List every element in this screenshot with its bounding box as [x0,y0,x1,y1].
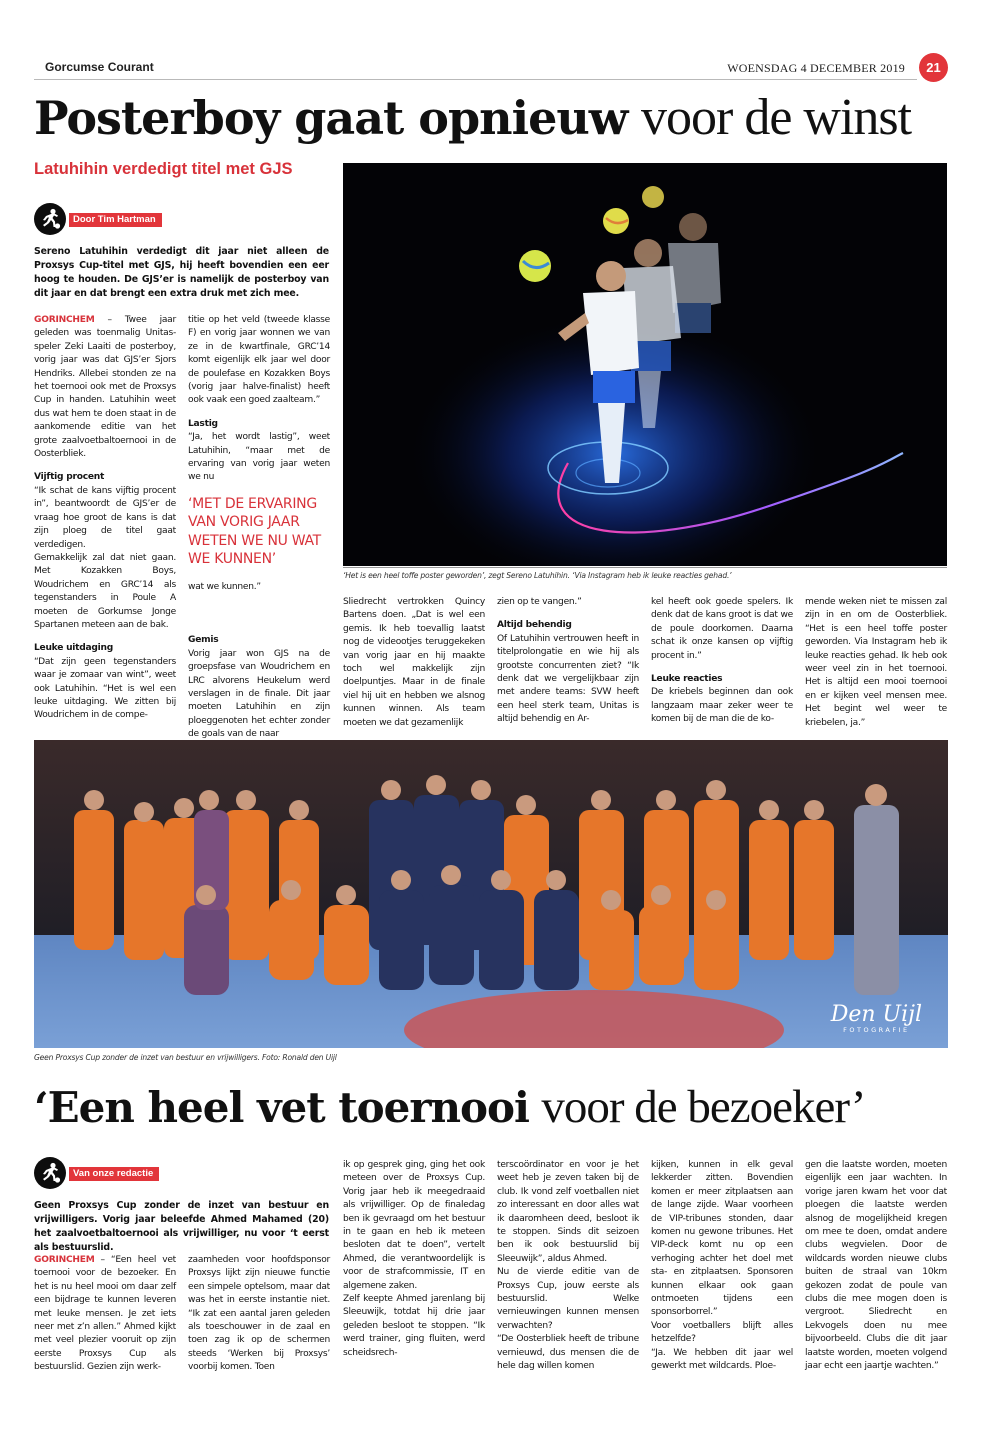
section-heading: Lastig [188,418,218,429]
body-paragraph: gen die laatste worden, moeten eigenlijk een jaar wachten. In vorige jaren kwam het voor dat ploegen die laatste werden alsnog de mogelijkheid kregen om mee te doen, omdat andere clubs wegvielen. Door de wildcards worden nieuwe clubs buiten de straal van 10km gekozen zodat de poule van clubs die mee mogen doen is vergroot. Sliedrecht en Lekvogels doen nu mee bijvoorbeeld. Clubs die dit jaar laatste worden, moeten volgend jaar echt een jaartje wachten.” [805,1160,947,1372]
article2-headline [34,1080,865,1134]
watermark-script: Den Uijl [830,1002,922,1027]
body-paragraph: “De Oosterbliek heeft de tribune vernieuwd, dus mensen die de hele dag willen komen [497,1334,639,1372]
body-paragraph: Sliedrecht vertrokken Quincy Bartens doen. „Dat is wel een gemis. Ik heb toevallig laatst nog de videootjes teruggekeken van vorig jaar en hij maakte toch wel makkelijk zijn doelpuntjes. Maar in de finale viel hij uit en hebben we alsnog kunnen winnen. Als team moeten we dat gezamenlijk [343,597,485,728]
watermark-sub: FOTOGRAFIE [843,1026,910,1034]
article1-column-3 [343,596,485,730]
body-paragraph: zien op te vangen.” [497,597,582,607]
byline-author: Door Tim Hartman [69,213,162,227]
football-player-icon [34,203,66,235]
article2-intro: Geen Proxsys Cup zonder de inzet van bestuur en vrijwilligers. Vorig jaar beleefde Ahmed Mahamed (20) het zaalvoetbaltoernooi als vrijwilliger, nu voor ‘t eerst als bestuurslid. [34,1200,329,1253]
article1-headline [34,88,911,147]
article2-column-5 [651,1159,793,1374]
section-heading: Altijd behendig [497,620,572,631]
body-paragraph: Nu de vierde editie van de Proxsys Cup, jouw eerste als bestuurslid. Welke vernieuwingen kunnen mensen verwachten? [497,1267,639,1331]
group-photo-caption: Geen Proxsys Cup zonder de inzet van bestuur en vrijwilligers. Foto: Ronald den Uijl [34,1053,337,1062]
body-paragraph: Zelf keepte Ahmed jarenlang bij Sleeuwijk, totdat hij drie jaar geleden besloot te stoppen. “Ik werd trainer, ging fluiten, werd scheidsrech- [343,1294,485,1358]
photographer-watermark [831,1004,922,1034]
body-paragraph: ik op gesprek ging, ging het ook meteen over de Proxsys Cup. Vorig jaar heb ik meegedraaid als vrijwilliger. Op de finaledag ben ik gevraagd om het bestuur in te gaan en heb ik meteen besloten dat te doen”, vertelt Ahmed, die verantwoordelijk is voor de strafcommissie, IT en algemene zaken. [343,1160,485,1291]
body-paragraph: “Ja. We hebben dit jaar wel gewerkt met wildcards. Ploe- [651,1347,793,1372]
body-paragraph: kel heeft ook goede spelers. Ik denk dat de kans groot is dat we de poule doorkomen. Daarna schat ik onze kansen op vijftig procent in.” [651,597,793,661]
article2-column-4 [497,1159,639,1374]
body-paragraph [34,314,176,461]
article1-column-2 [188,314,330,742]
section-heading: Vijftig procent [34,472,105,483]
dateline: GORINCHEM [34,1255,95,1265]
football-player-icon [34,1157,66,1189]
poster-photo [343,163,947,566]
article1-intro: Sereno Latuhihin verdedigt dit jaar niet alleen de Proxsys Cup-titel met GJS, hij heeft bovendien een eer hoog te houden. De GJS’er is namelijk de posterboy van dit jaar en dat brengt een extra druk met zich mee. [34,246,329,299]
article2-column-2 [188,1254,330,1375]
body-paragraph: “Dat zijn geen tegenstanders waar je zomaar van wint”, weet ook Latuhihin. “Het is wel een leuke uitdaging. We zitten bij Woudrichem in de compe- [34,656,176,721]
dateline: GORINCHEM [34,315,95,325]
article1-column-1 [34,314,176,723]
paper-name: Gorcumse Courant [45,60,154,74]
article2-column-6 [805,1159,947,1374]
article1-column-5 [651,596,793,727]
body-paragraph: mende weken niet te missen zal zijn in en om de Oosterbliek. “Het is een heel toffe poster geworden. Via Instagram heb ik leuke reacties gehad. Ik heb ook weer veel zin in het toernooi. Het is altijd een mooi toernooi en er kijken veel mensen mee. Het begint wel weer te kriebelen, ja.” [805,597,947,728]
section-heading: Leuke reacties [651,674,723,685]
body-paragraph: wat we kunnen.” [188,581,261,592]
article1-headline-bold: Posterboy gaat opnieuw [34,91,628,145]
page-number-badge: 21 [919,53,948,82]
section-heading: Leuke uitdaging [34,643,114,654]
pull-quote: ‘MET DE ERVARING VAN VORIG JAAR WETEN WE NU WAT WE KUNNEN’ [188,495,321,568]
byline-author: Van onze redactie [69,1167,159,1181]
body-paragraph: Voor voetballers blijft alles hetzelfde? [651,1320,793,1345]
body-paragraph: kijken, kunnen in elk geval lekkerder zitten. Bovendien komen er meer zitplaatsen aan de lange zijde. Waar voorheen de VIP-tribunes stonden, daar komen nu gewone tribunes. Het VIP-deck komt nu op een verhoging achter het doel met sta- en zitplaatsen. Sponsoren kunnen elkaar ook gaan ontmoeten tijdens een sponsorborrel.” [651,1160,793,1318]
article2-column-3 [343,1159,485,1360]
body-paragraph: De kriebels beginnen dan ook langzaam maar zeker weer te komen bij de man die de ko- [651,687,793,725]
article1-subhead: Latuhihin verdedigt titel met GJS [34,160,293,178]
header-rule [34,79,917,80]
article2-headline-bold: ‘Een heel vet toernooi [34,1083,530,1132]
section-heading: Gemis [188,635,219,646]
caption-rule [343,567,947,568]
article2-headline-light: voor de bezoeker’ [541,1081,866,1133]
article2-column-1 [34,1254,176,1375]
body-paragraph: “Ik schat de kans vijftig procent in”, beantwoordt de GJS’er de vraag hoe groot de kans is dat zijn ploeg de titel gaat verdedigen. [34,485,176,550]
body-paragraph: zaamheden voor hoofdsponsor Proxsys lijkt zijn nieuwe functie een simpele optelsom, maar dat was het in eerste instantie niet. “Ik zat een aantal jaren geleden als toeschouwer in de zaal en toen zag ik op de schermen steeds ‘Werken bij Proxsys’ voorbij komen. Toen [188,1255,330,1373]
poster-photo-caption: ‘Het is een heel toffe poster geworden’, zegt Sereno Latuhihin. ‘Via Instagram heb ik leuke reacties gehad.’ [343,571,732,580]
issue-date: WOENSDAG 4 DECEMBER 2019 [727,61,905,75]
body-paragraph: titie op het veld (tweede klasse F) en vorig jaar wonnen we van ze in de kwartfinale, GRC’14 komt eigenlijk elk jaar wel door de poulefase en Kozakken Boys (vorig jaar halve-finalist) heeft ook vaak een goed zaalteam.” [188,315,330,406]
group-photo [34,740,948,1048]
article1-column-4 [497,596,639,727]
article1-column-6 [805,596,947,730]
body-paragraph: Of Latuhihin vertrouwen heeft in titelprolongatie en wie hij als grootste concurrenten ziet? “Ik denk dat we vergelijkbaar zijn met andere teams: SVW heeft een heel sterk team, Unitas is altijd behendig en Ar- [497,633,639,725]
body-paragraph: Vorig jaar won GJS na de groepsfase van Woudrichem en LRC alvorens Heukelum werd verslagen in de finale. Dit jaar moeten Latuhihin en zijn ploeggenoten het echter zonder de goals van de naar [188,648,330,740]
body-text: – “Een heel vet toernooi voor de bezoeker. En het is nu heel mooi om daar zelf een bijdrage te kunnen leveren met leuke mensen. Je zet iets neer met z’n allen.” Ahmed kijkt met veel plezier vooruit op zijn eerste Proxsys Cup als bestuurslid. Gezien zijn werk- [34,1255,176,1373]
article1-headline-light: voor de winst [641,89,912,146]
body-paragraph: “Ja, het wordt lastig”, weet Latuhihin, “maar met de ervaring van vorig jaar weten we nu [188,432,330,483]
body-paragraph: Gemakkelijk zal dat niet gaan. Met Kozakken Boys, Woudrichem en GRC’14 als tegenstanders in Poule A moeten de Gorkumse Jonge Spartanen meteen aan de bak. [34,552,176,630]
body-text: – Twee jaar geleden was toenmalig Unitas-speler Zeki Laaiti de posterboy, vorig jaar was dat GJS’er Sjors Hendriks. Allebei stonden ze na het toernooi ook met de Proxsys Cup in handen. Latuhihin weet dus wat hem te doen staat in de aankomende editie van het grote zaalvoetbaltoernooi in de Oosterbliek. [34,315,176,460]
body-paragraph [34,1254,176,1375]
body-paragraph: terscoördinator en voor je het weet heb je zeven taken bij de club. Ik vond zelf voetballen niet zo interessant en door alles wat ik daaromheen deed, besloot ik te stoppen. Sinds dit seizoen ben ik ook bestuurslid bij Sleeuwijk”, aldus Ahmed. [497,1160,639,1264]
